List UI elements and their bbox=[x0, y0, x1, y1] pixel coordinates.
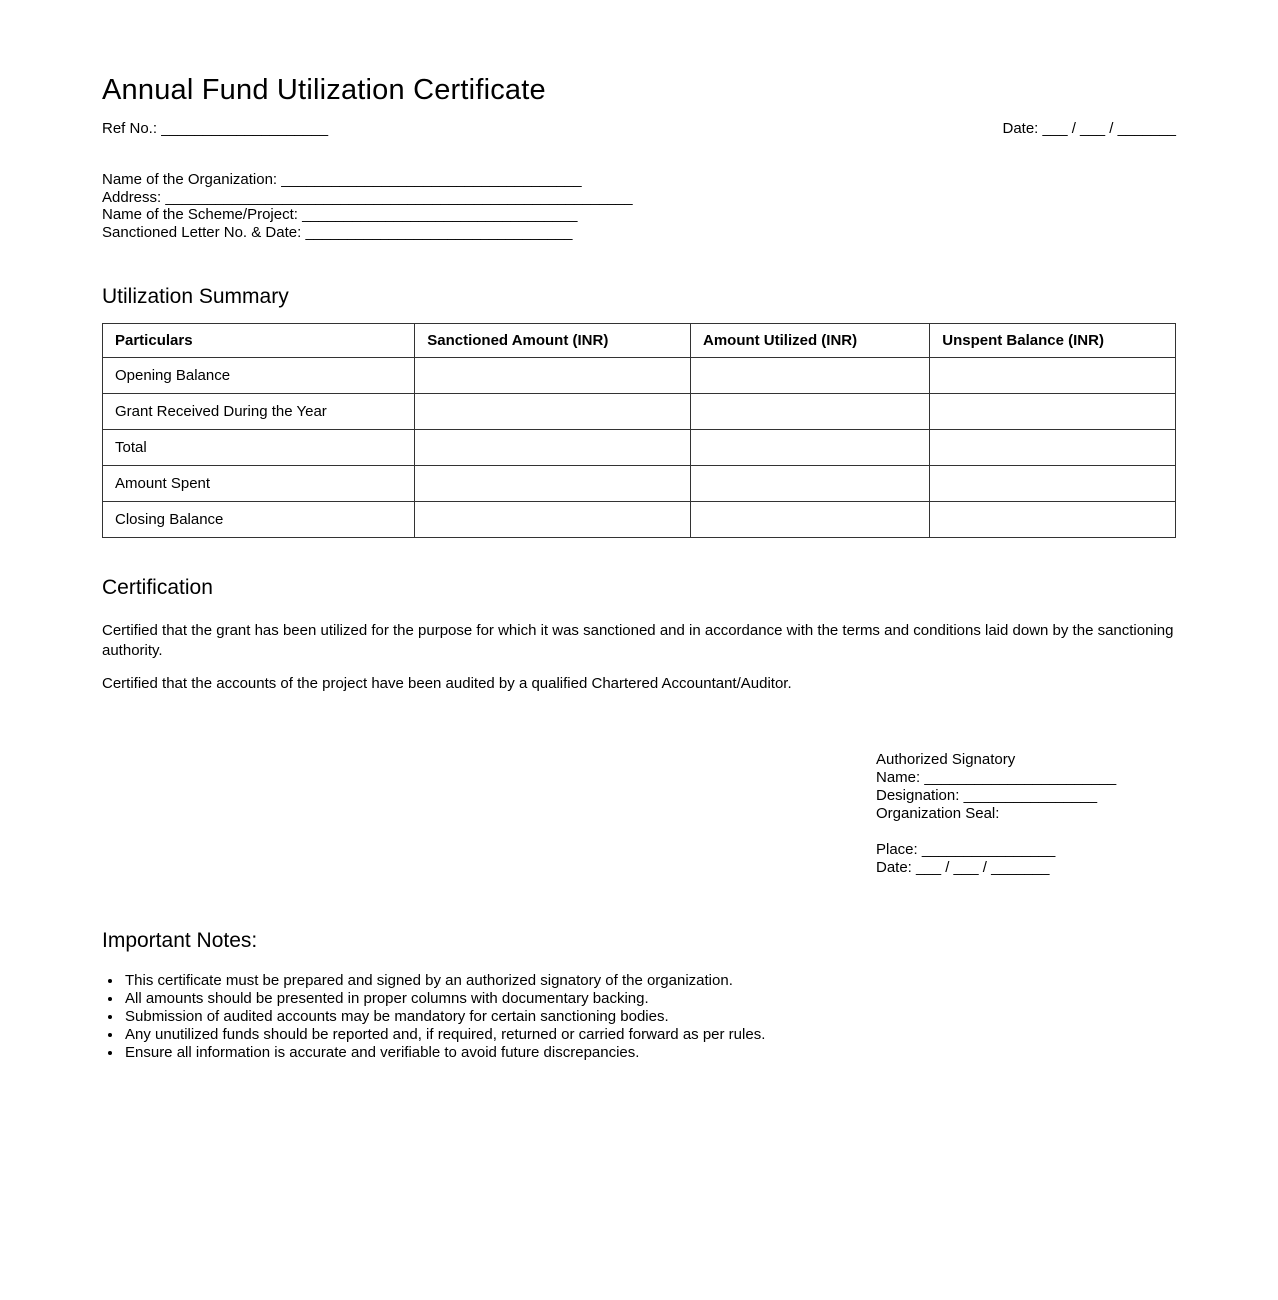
address-label: Address: bbox=[102, 188, 162, 206]
utilization-summary-heading: Utilization Summary bbox=[102, 285, 289, 309]
table-header-row bbox=[103, 323, 1176, 357]
row-label-opening-balance: Opening Balance bbox=[103, 357, 415, 393]
column-header-particulars: Particulars bbox=[103, 323, 415, 357]
row-label-closing-balance: Closing Balance bbox=[103, 501, 415, 537]
signatory-place-label: Place: bbox=[876, 840, 918, 858]
list-item: • Ensure all information is accurate and verifiable to avoid future discrepancies. bbox=[123, 1044, 1176, 1062]
cell-spent-unspent bbox=[930, 465, 1176, 501]
signatory-name-label: Name: bbox=[876, 768, 921, 786]
cell-closing-unspent bbox=[930, 501, 1176, 537]
cell-grant-utilized bbox=[690, 393, 929, 429]
signatory-place-blank: ________________ bbox=[921, 840, 1056, 858]
scheme-project-blank: _________________________________ bbox=[302, 206, 578, 224]
authorized-signatory-block bbox=[876, 751, 1176, 877]
signatory-spacer bbox=[876, 823, 1176, 841]
header-date-label: Date: bbox=[1002, 120, 1039, 138]
signatory-date-blank: ___ / ___ / _______ bbox=[916, 858, 1050, 876]
signatory-designation-blank: ________________ bbox=[963, 786, 1098, 804]
cell-spent-utilized bbox=[690, 465, 929, 501]
certification-paragraph-1: Certified that the grant has been utilized for the purpose for which it was sanctioned and in accordance with the terms and conditions laid down by the sanctioning authority. bbox=[102, 621, 1174, 659]
table-row bbox=[103, 501, 1176, 537]
organization-name-field bbox=[102, 171, 1176, 189]
signatory-name-blank: _______________________ bbox=[924, 768, 1117, 786]
ref-no-blank: ____________________ bbox=[161, 120, 329, 138]
row-label-amount-spent: Amount Spent bbox=[103, 465, 415, 501]
address-blank: ________________________________________________________ bbox=[165, 188, 633, 206]
address-field bbox=[102, 189, 1176, 207]
scheme-project-label: Name of the Scheme/Project: bbox=[102, 206, 298, 224]
cell-grant-sanctioned bbox=[415, 393, 691, 429]
signatory-name-field bbox=[876, 769, 1176, 787]
sanctioned-letter-label: Sanctioned Letter No. & Date: bbox=[102, 223, 302, 241]
signatory-designation-label: Designation: bbox=[876, 786, 960, 804]
table-row bbox=[103, 429, 1176, 465]
signatory-designation-field bbox=[876, 787, 1176, 805]
cell-closing-sanctioned bbox=[415, 501, 691, 537]
table-row bbox=[103, 465, 1176, 501]
authorized-signatory-title: Authorized Signatory bbox=[876, 750, 1016, 768]
cell-grant-unspent bbox=[930, 393, 1176, 429]
important-notes-list bbox=[102, 972, 1176, 1062]
organization-name-blank: ____________________________________ bbox=[281, 171, 582, 189]
list-item: • Submission of audited accounts may be mandatory for certain sanctioning bodies. bbox=[123, 1008, 1176, 1026]
ref-no-label: Ref No.: bbox=[102, 120, 158, 138]
cell-closing-utilized bbox=[690, 501, 929, 537]
row-label-grant-received: Grant Received During the Year bbox=[103, 393, 415, 429]
cell-opening-utilized bbox=[690, 357, 929, 393]
utilization-summary-table bbox=[102, 323, 1176, 538]
organization-seal-label: Organization Seal: bbox=[876, 804, 1000, 822]
column-header-sanctioned-amount: Sanctioned Amount (INR) bbox=[415, 323, 691, 357]
certification-heading: Certification bbox=[102, 575, 213, 599]
important-notes-heading: Important Notes: bbox=[102, 928, 258, 952]
cell-total-unspent bbox=[930, 429, 1176, 465]
list-item: • Any unutilized funds should be reported and, if required, returned or carried forward as per rules. bbox=[123, 1026, 1176, 1044]
ref-no-field bbox=[102, 120, 328, 137]
page-title: Annual Fund Utilization Certificate bbox=[102, 74, 546, 106]
signatory-place-field bbox=[876, 841, 1176, 859]
row-label-total: Total bbox=[103, 429, 415, 465]
list-item: • This certificate must be prepared and signed by an authorized signatory of the organization. bbox=[123, 972, 1176, 990]
cell-spent-sanctioned bbox=[415, 465, 691, 501]
cell-opening-sanctioned bbox=[415, 357, 691, 393]
scheme-project-field bbox=[102, 206, 1176, 224]
cell-opening-unspent bbox=[930, 357, 1176, 393]
list-item: • All amounts should be presented in proper columns with documentary backing. bbox=[123, 990, 1176, 1008]
table-row bbox=[103, 357, 1176, 393]
sanctioned-letter-blank: ________________________________ bbox=[305, 223, 573, 241]
table-row bbox=[103, 393, 1176, 429]
signatory-date-field bbox=[876, 859, 1176, 877]
cell-total-sanctioned bbox=[415, 429, 691, 465]
column-header-amount-utilized: Amount Utilized (INR) bbox=[690, 323, 929, 357]
organization-name-label: Name of the Organization: bbox=[102, 171, 278, 189]
ref-date-row bbox=[102, 120, 1176, 137]
cell-total-utilized bbox=[690, 429, 929, 465]
header-date-field bbox=[1003, 120, 1177, 137]
header-date-blank: ___ / ___ / _______ bbox=[1042, 120, 1176, 138]
signatory-date-label: Date: bbox=[876, 858, 912, 876]
sanctioned-letter-field bbox=[102, 224, 1176, 242]
organization-fields bbox=[102, 171, 1176, 241]
certification-paragraph-2: Certified that the accounts of the project have been audited by a qualified Chartered Accountant/Auditor. bbox=[102, 674, 792, 692]
column-header-unspent-balance: Unspent Balance (INR) bbox=[930, 323, 1176, 357]
